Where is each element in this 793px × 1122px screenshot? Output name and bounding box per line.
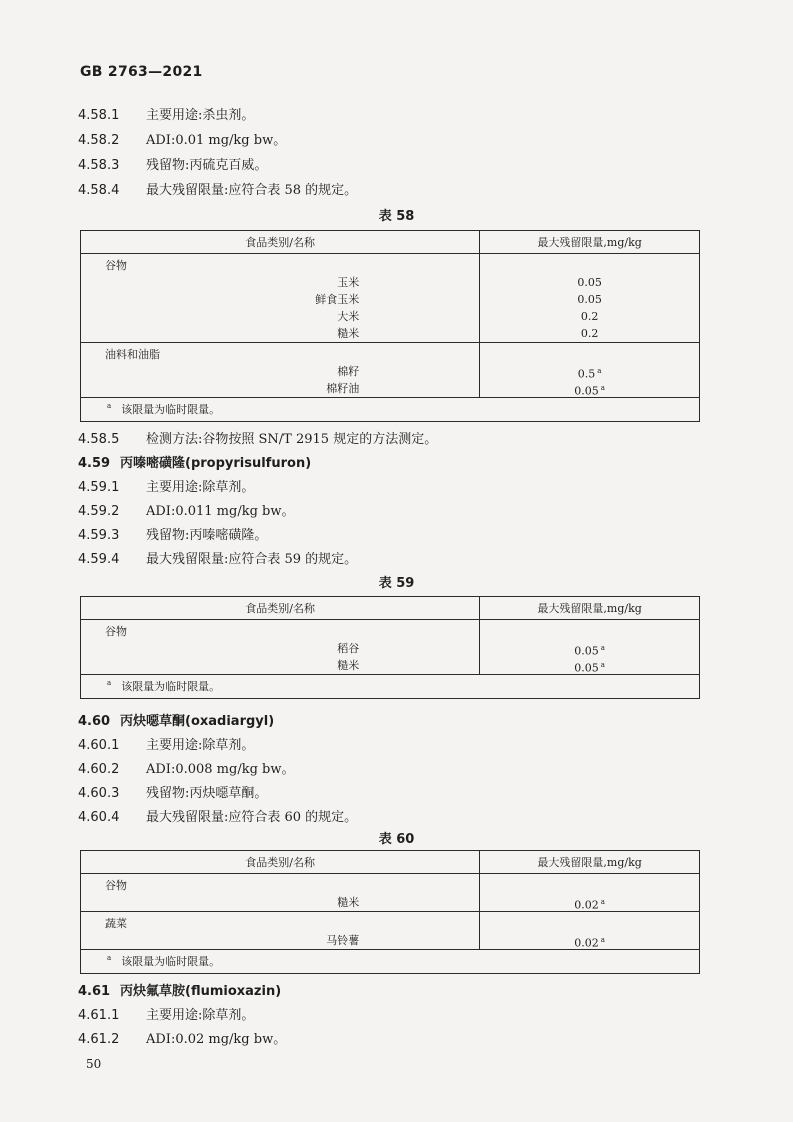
food-name: 糙米 [337,327,360,340]
clause-4-58-1 [78,104,254,123]
footnote-mark: a [107,679,112,688]
limit-value: 0.05 [574,644,599,658]
food-name: 鲜食玉米 [315,293,360,306]
clause-text: ADI:0.011 mg/kg bw。 [146,504,295,519]
table-row [81,620,700,675]
footnote-mark: a [600,384,605,392]
col-food-header: 食品类别/名称 [81,851,480,874]
clause-4-61-1 [78,1004,254,1023]
table-row [81,912,700,950]
footnote-mark: a [107,402,112,411]
clause-4-58-3 [78,154,267,173]
clause-4-60-1 [78,734,254,753]
clause-text: 主要用途:杀虫剂。 [146,108,255,123]
limit-value: 0.05 [574,661,599,675]
footnote-mark: a [600,936,605,944]
section-4-60 [78,710,274,729]
clause-text: 检测方法:谷物按照 SN/T 2915 规定的方法测定。 [146,432,438,447]
limit-value: 0.5 [577,367,596,381]
section-title: 丙炔氟草胺(flumioxazin) [120,984,282,999]
table-header-row [81,851,700,874]
group-name: 谷物 [105,879,127,892]
group-name: 谷物 [105,625,127,638]
group-name: 油料和油脂 [105,348,160,361]
clause-number: 4.60.1 [78,738,120,753]
limit-value: 0.05 [577,293,602,306]
section-title: 丙嗪嘧磺隆(propyrisulfuron) [120,456,312,471]
clause-text: 主要用途:除草剂。 [146,480,255,495]
group-name: 蔬菜 [105,917,127,930]
section-number: 4.60 [78,714,111,729]
clause-number: 4.58.2 [78,133,120,148]
footnote-mark: a [597,367,602,375]
section-number: 4.59 [78,456,111,471]
food-name: 棉籽 [337,365,360,378]
footnote-mark: a [600,661,605,669]
table-header-row [81,231,700,254]
table-row [81,254,700,343]
clause-4-60-2 [78,758,295,777]
food-name: 糙米 [337,659,360,672]
limit-value: 0.02 [574,898,599,912]
table-note-row [81,950,700,974]
clause-4-59-3 [78,524,267,543]
table-note-row [81,398,700,422]
clause-text: 最大残留限量:应符合表 59 的规定。 [146,552,358,567]
table-row [81,343,700,398]
col-food-header: 食品类别/名称 [81,597,480,620]
clause-4-58-2 [78,129,286,148]
col-food-header: 食品类别/名称 [81,231,480,254]
clause-text: ADI:0.01 mg/kg bw。 [146,133,287,148]
clause-4-58-4 [78,179,357,198]
footnote-mark: a [600,644,605,652]
clause-number: 4.59.1 [78,480,120,495]
food-name: 玉米 [337,276,360,289]
page-number: 50 [86,1057,102,1071]
clause-number: 4.61.2 [78,1032,120,1047]
group-name: 谷物 [105,259,127,272]
food-name: 大米 [337,310,360,323]
clause-4-60-4 [78,806,357,825]
table-60 [80,850,700,974]
col-limit-header: 最大残留限量,mg/kg [480,597,700,620]
clause-number: 4.58.1 [78,108,120,123]
section-4-59 [78,452,311,471]
clause-4-59-4 [78,548,357,567]
clause-4-59-2 [78,500,295,519]
col-limit-header: 最大残留限量,mg/kg [480,231,700,254]
limit-value: 0.02 [574,936,599,950]
table-note: 该限量为临时限量。 [121,680,221,693]
clause-text: 残留物:丙硫克百威。 [146,158,268,173]
clause-number: 4.60.2 [78,762,120,777]
clause-4-61-2 [78,1028,286,1047]
clause-number: 4.58.5 [78,432,120,447]
table-58-caption: 表 58 [378,209,415,224]
clause-text: 最大残留限量:应符合表 58 的规定。 [146,183,358,198]
footnote-mark: a [107,954,112,963]
clause-text: 最大残留限量:应符合表 60 的规定。 [146,810,358,825]
table-59 [80,596,700,699]
clause-number: 4.58.4 [78,183,120,198]
footnote-mark: a [600,898,605,906]
clause-number: 4.59.3 [78,528,120,543]
clause-text: 主要用途:除草剂。 [146,738,255,753]
col-limit-header: 最大残留限量,mg/kg [480,851,700,874]
limit-value: 0.2 [580,310,599,323]
food-name: 棉籽油 [326,382,360,395]
table-60-caption: 表 60 [378,832,415,847]
clause-number: 4.58.3 [78,158,120,173]
table-59-caption: 表 59 [378,576,415,591]
table-note: 该限量为临时限量。 [121,403,221,416]
clause-text: ADI:0.02 mg/kg bw。 [146,1032,287,1047]
table-note-row [81,675,700,699]
clause-4-58-5 [78,428,437,447]
limit-value: 0.2 [580,327,599,340]
table-row [81,874,700,912]
document-header: GB 2763—2021 [80,64,203,80]
food-name: 稻谷 [337,642,360,655]
table-58 [80,230,700,422]
food-name: 马铃薯 [326,934,360,947]
section-4-61 [78,980,281,999]
clause-text: 残留物:丙嗪嘧磺隆。 [146,528,268,543]
clause-text: 残留物:丙炔噁草酮。 [146,786,268,801]
clause-number: 4.60.3 [78,786,120,801]
clause-number: 4.59.4 [78,552,120,567]
table-note: 该限量为临时限量。 [121,955,221,968]
clause-number: 4.60.4 [78,810,120,825]
food-name: 糙米 [337,896,360,909]
clause-4-59-1 [78,476,254,495]
clause-number: 4.59.2 [78,504,120,519]
clause-text: 主要用途:除草剂。 [146,1008,255,1023]
table-header-row [81,597,700,620]
section-title: 丙炔噁草酮(oxadiargyl) [120,714,275,729]
clause-number: 4.61.1 [78,1008,120,1023]
clause-text: ADI:0.008 mg/kg bw。 [146,762,295,777]
section-number: 4.61 [78,984,111,999]
limit-value: 0.05 [574,384,599,398]
limit-value: 0.05 [577,276,602,289]
clause-4-60-3 [78,782,267,801]
